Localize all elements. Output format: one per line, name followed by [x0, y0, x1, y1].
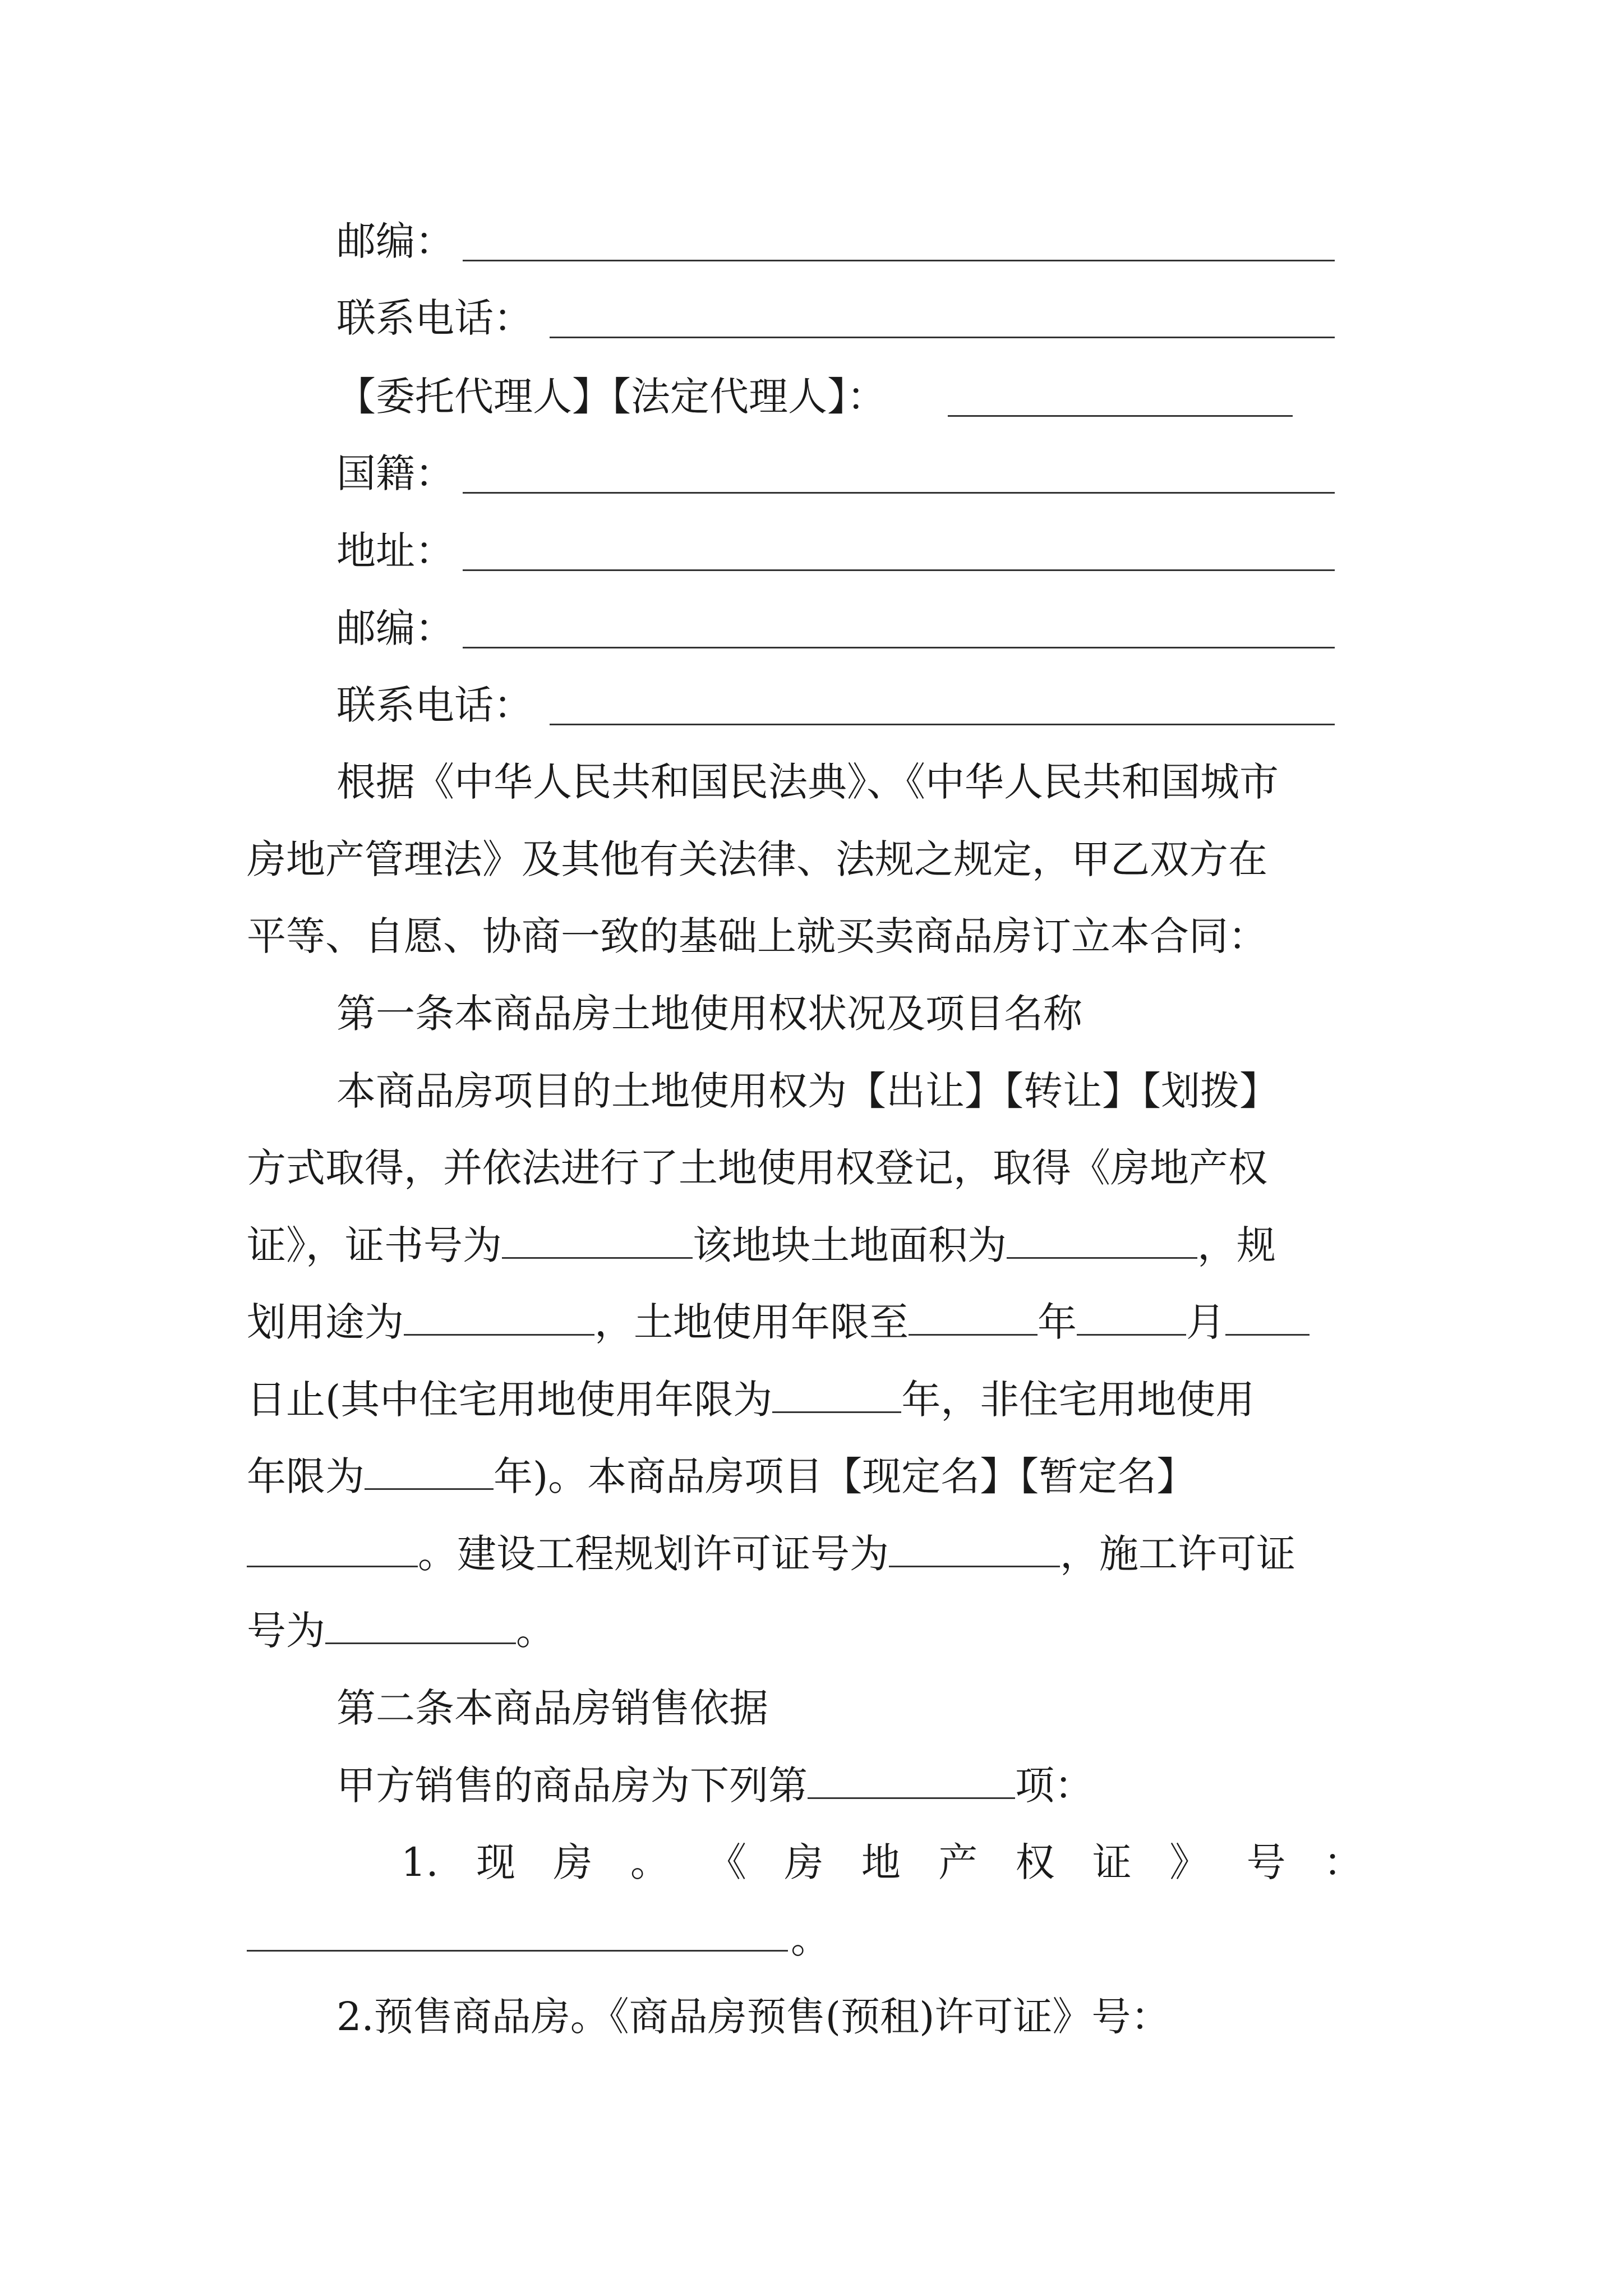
article2-line-1	[336, 1762, 1094, 1809]
item-select-label: 甲方销售的商品房为下列第	[336, 1763, 808, 1809]
item1-char: ：	[1323, 1839, 1363, 1885]
preamble-line-1: 根据《中华人民共和国民法典》、《中华人民共和国城市	[336, 759, 1279, 805]
nonresidential-term-label: 年，非住宅用地使用	[901, 1377, 1255, 1423]
planning-permit-label: 。建设工程规划许可证号为	[418, 1531, 889, 1577]
term-label: ，土地使用年限至	[594, 1299, 909, 1345]
item1-char: 权	[1015, 1839, 1055, 1885]
postcode-label-2: 邮编：	[336, 605, 454, 651]
land-area-blank[interactable]	[1007, 1223, 1197, 1259]
item1-char: 《	[707, 1839, 747, 1885]
item-select-end: 项：	[1015, 1763, 1094, 1809]
item1-char: 。	[630, 1839, 670, 1885]
cert-no-label: 证》，证书号为	[247, 1222, 502, 1268]
phone-blank-1[interactable]	[550, 337, 1335, 338]
item1-char: 》	[1169, 1839, 1209, 1885]
cert-no-blank[interactable]	[502, 1223, 693, 1259]
nonresidential-label: 年限为	[247, 1453, 365, 1499]
address-label: 地址：	[336, 528, 454, 574]
article1-line-2: 方式取得，并依法进行了土地使用权登记，取得《房地产权	[247, 1145, 1267, 1191]
phone-label-2: 联系电话：	[336, 682, 533, 728]
article1-line-7	[247, 1530, 1295, 1577]
article1-line-5	[247, 1376, 1255, 1423]
preamble-line-2: 房地产管理法》及其他有关法律、法规之规定，甲乙双方在	[247, 836, 1267, 882]
planning-permit-blank[interactable]	[889, 1532, 1060, 1567]
agent-label: 【委托代理人】【法定代理人】：	[336, 374, 886, 420]
residential-term-label: 日止(其中住宅用地使用年限为	[247, 1377, 773, 1423]
term-day-blank[interactable]	[1225, 1300, 1310, 1336]
item1-char: 房	[784, 1839, 824, 1885]
nonresidential-term-blank[interactable]	[365, 1455, 494, 1490]
item1-char: 地	[861, 1839, 901, 1885]
nationality-blank[interactable]	[463, 492, 1335, 494]
property-cert-blank[interactable]	[247, 1950, 788, 1952]
article1-line-3	[247, 1222, 1276, 1269]
item-select-blank[interactable]	[808, 1764, 1015, 1799]
preamble-line-3: 平等、自愿、协商一致的基础上就买卖商品房订立本合同：	[247, 913, 1267, 959]
item1-char: 产	[938, 1839, 978, 1885]
phone-blank-2[interactable]	[550, 724, 1335, 725]
article2-heading: 第二条本商品房销售依据	[336, 1685, 768, 1731]
term-month-label: 月	[1186, 1299, 1225, 1345]
nationality-label: 国籍：	[336, 450, 454, 496]
item1-line	[401, 1839, 1363, 1886]
term-month-blank[interactable]	[1077, 1300, 1186, 1336]
postcode-blank-1[interactable]	[463, 260, 1335, 261]
article1-line-8	[247, 1607, 555, 1654]
article1-line-4	[247, 1299, 1310, 1346]
item1-end: 。	[791, 1916, 830, 1962]
project-name-label: 年)。本商品房项目【现定名】【暂定名】	[494, 1453, 1196, 1499]
project-name-blank[interactable]	[247, 1532, 418, 1567]
term-year-blank[interactable]	[909, 1300, 1038, 1336]
agent-blank[interactable]	[948, 415, 1293, 417]
phone-label-1: 联系电话：	[336, 295, 533, 341]
item1-char: 号	[1246, 1839, 1286, 1885]
residential-term-blank[interactable]	[772, 1378, 901, 1413]
item1-char: 1.	[401, 1839, 439, 1885]
usage-blank[interactable]	[404, 1300, 594, 1336]
item1-char: 证	[1092, 1839, 1132, 1885]
construction-permit-label: ，施工许可证	[1060, 1531, 1295, 1577]
item2-line: 2.预售商品房。《商品房预售(预租)许可证》号：	[336, 1994, 1170, 2040]
term-year-label: 年	[1038, 1299, 1077, 1345]
postcode-label-1: 邮编：	[336, 218, 454, 264]
construction-permit-blank[interactable]	[325, 1609, 516, 1644]
article1-heading: 第一条本商品房土地使用权状况及项目名称	[336, 991, 1082, 1037]
usage-label: 划用途为	[247, 1299, 404, 1345]
address-blank[interactable]	[463, 569, 1335, 571]
article1-line-1: 本商品房项目的土地使用权为【出让】【转让】【划拨】	[336, 1068, 1279, 1114]
item1-char: 房	[553, 1839, 593, 1885]
item1-char: 现	[476, 1839, 516, 1885]
article1-end: 。	[516, 1608, 555, 1654]
planning-label-start: ，规	[1197, 1222, 1276, 1268]
construction-permit-no-label: 号为	[247, 1608, 325, 1654]
article1-line-6	[247, 1453, 1196, 1500]
postcode-blank-2[interactable]	[463, 647, 1335, 648]
land-area-label: 该地块土地面积为	[693, 1222, 1007, 1268]
